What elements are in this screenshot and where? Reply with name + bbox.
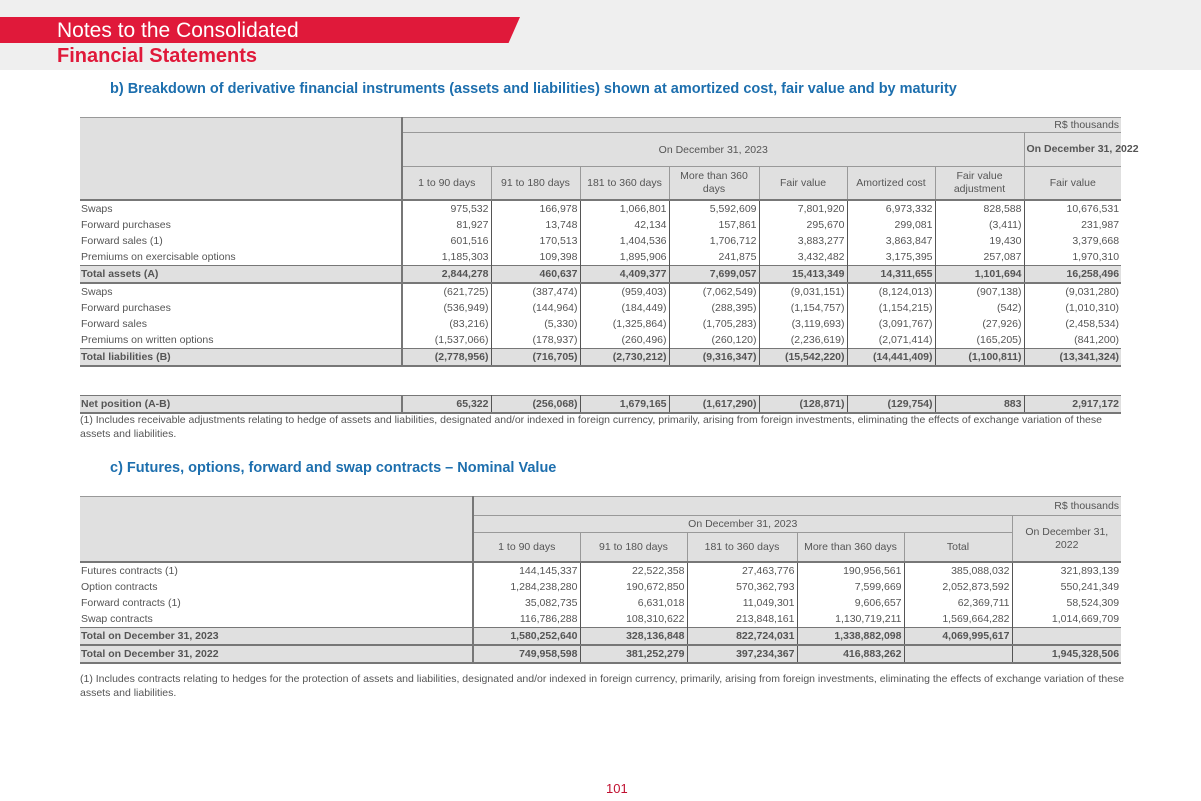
table-cell: (387,474)	[491, 283, 580, 300]
table-cell: 10,676,531	[1066, 203, 1120, 215]
table-cell: 144,145,337	[473, 562, 580, 579]
row-label: Swaps	[80, 200, 402, 217]
col-header: 1 to 90 days	[473, 533, 580, 563]
derivatives-breakdown-table	[80, 117, 1139, 367]
table-cell: 1,066,801	[580, 200, 669, 217]
table-row	[80, 595, 1121, 611]
table-cell: 231,987	[1081, 219, 1120, 231]
table-cell: 3,379,668	[1072, 235, 1120, 247]
table-cell: 570,362,793	[687, 579, 797, 595]
table-cell: (1,154,215)	[847, 300, 935, 316]
col-header: 181 to 360 days	[687, 533, 797, 563]
row-label: Total on December 31, 2022	[80, 645, 473, 663]
unit-label: R$ thousands	[402, 118, 1121, 133]
table-cell: 1,945,328,506	[1012, 645, 1121, 663]
col-header: 181 to 360 days	[580, 167, 669, 201]
table-cell: 11,049,301	[687, 595, 797, 611]
table-cell: 1,679,165	[580, 396, 669, 414]
table-cell: 58,524,309	[1066, 597, 1120, 609]
table-cell: (536,949)	[402, 300, 491, 316]
row-label: Forward sales (1)	[80, 233, 402, 249]
table-cell: 883	[935, 396, 1024, 414]
table-cell: (3,119,693)	[759, 316, 847, 332]
table-cell: 7,801,920	[759, 200, 847, 217]
table-cell: (9,031,151)	[759, 283, 847, 300]
table-cell: 109,398	[491, 249, 580, 266]
table-cell: (144,964)	[491, 300, 580, 316]
table-cell: 3,175,395	[847, 249, 935, 266]
net-position-row	[80, 396, 1121, 414]
table-cell: (165,205)	[935, 332, 1024, 349]
period-header: On December 31, 2023	[402, 133, 1024, 167]
table-cell: (260,496)	[580, 332, 669, 349]
table-cell: 190,956,561	[797, 562, 904, 579]
table-cell: 1,970,310	[1072, 251, 1120, 263]
header-title-line2: Financial Statements	[57, 45, 258, 67]
row-label: Total on December 31, 2023	[80, 628, 473, 646]
table-cell: 157,861	[669, 217, 759, 233]
table-cell: 295,670	[759, 217, 847, 233]
prior-period-header: On December 31, 2022	[1012, 516, 1121, 563]
table-cell: 1,706,712	[669, 233, 759, 249]
table-cell: 1,404,536	[580, 233, 669, 249]
total-row	[80, 349, 1121, 367]
table-cell	[1012, 628, 1121, 646]
table-cell: (621,725)	[402, 283, 491, 300]
table-cell: (178,937)	[491, 332, 580, 349]
table-row	[80, 233, 1121, 249]
table-cell: 6,631,018	[580, 595, 687, 611]
table-cell: 62,369,711	[904, 595, 1012, 611]
table-cell: (128,871)	[759, 396, 847, 414]
table-cell: 15,413,349	[759, 266, 847, 284]
col-header: More than 360 days	[669, 167, 759, 201]
table-row	[80, 316, 1121, 332]
col-header: Total	[904, 533, 1012, 563]
table-row	[80, 579, 1121, 595]
total-row	[80, 645, 1121, 663]
table-cell: (5,330)	[491, 316, 580, 332]
table-cell: (841,200)	[1074, 334, 1120, 346]
table-cell: 7,699,057	[669, 266, 759, 284]
table-cell: 4,069,995,617	[904, 628, 1012, 646]
table-cell: (1,325,864)	[580, 316, 669, 332]
row-label: Total assets (A)	[80, 266, 402, 284]
table-cell: 460,637	[491, 266, 580, 284]
table-cell: 19,430	[935, 233, 1024, 249]
table-cell: 13,748	[491, 217, 580, 233]
table-cell: 1,185,303	[402, 249, 491, 266]
table-cell: (2,730,212)	[580, 349, 669, 367]
table-cell: (256,068)	[491, 396, 580, 414]
table-cell: (1,705,283)	[669, 316, 759, 332]
table-cell: 385,088,032	[904, 562, 1012, 579]
table-cell: (27,926)	[935, 316, 1024, 332]
table-cell: (2,071,414)	[847, 332, 935, 349]
col-header: Amortized cost	[847, 167, 935, 201]
table-cell: 828,588	[935, 200, 1024, 217]
footnote-c: (1) Includes contracts relating to hedges for the protection of assets and liabilities, designated and/or indexed in foreign currency, primarily, arising from foreign investments, eliminating the effects of exchange variation of these assets and liabilities.	[80, 673, 1125, 699]
page-number: 101	[606, 781, 628, 796]
table-cell: 14,311,655	[847, 266, 935, 284]
col-header: 1 to 90 days	[402, 167, 491, 201]
section-c-title: c) Futures, options, forward and swap contracts – Nominal Value	[110, 460, 557, 476]
table-cell: 81,927	[402, 217, 491, 233]
row-label: Option contracts	[80, 579, 473, 595]
table-cell: 65,322	[402, 396, 491, 414]
table-cell: 2,844,278	[402, 266, 491, 284]
table-row	[80, 611, 1121, 628]
table-cell: 42,134	[580, 217, 669, 233]
row-label: Swap contracts	[80, 611, 473, 628]
table-cell: 1,130,719,211	[797, 611, 904, 628]
table-cell: 822,724,031	[687, 628, 797, 646]
unit-label: R$ thousands	[473, 497, 1121, 516]
table-cell: 241,875	[669, 249, 759, 266]
table-cell: 22,522,358	[580, 562, 687, 579]
table-cell: 3,432,482	[759, 249, 847, 266]
table-cell: 1,014,669,709	[1051, 613, 1120, 625]
table-row	[80, 217, 1121, 233]
table-cell: 3,883,277	[759, 233, 847, 249]
table-cell: 9,606,657	[797, 595, 904, 611]
total-row	[80, 266, 1121, 284]
table-cell: 1,284,238,280	[473, 579, 580, 595]
table-cell: (2,236,619)	[759, 332, 847, 349]
table-cell: 2,052,873,592	[904, 579, 1012, 595]
table-cell: 4,409,377	[580, 266, 669, 284]
row-label: Premiums on exercisable options	[80, 249, 402, 266]
table-cell: 2,917,172	[1024, 396, 1121, 414]
row-label: Premiums on written options	[80, 332, 402, 349]
period-header: On December 31, 2023	[473, 516, 1012, 533]
table-cell: (1,154,757)	[759, 300, 847, 316]
col-header: 91 to 180 days	[580, 533, 687, 563]
table-cell: (2,778,956)	[402, 349, 491, 367]
table-cell: 550,241,349	[1060, 581, 1120, 593]
table-cell: 749,958,598	[473, 645, 580, 663]
table-cell: 975,532	[402, 200, 491, 217]
col-header: Fair value	[1024, 167, 1121, 201]
table-cell: 1,580,252,640	[473, 628, 580, 646]
net-position-table	[80, 395, 1121, 414]
table-cell: 321,893,139	[1060, 565, 1120, 577]
col-header: Fair value	[759, 167, 847, 201]
row-label: Total liabilities (B)	[80, 349, 402, 367]
table-row	[80, 562, 1121, 579]
table-cell: (1,010,310)	[1065, 302, 1120, 314]
table-cell: 328,136,848	[580, 628, 687, 646]
table-cell: 1,338,882,098	[797, 628, 904, 646]
nominal-value-table	[80, 496, 1121, 664]
table-cell: 190,672,850	[580, 579, 687, 595]
table-cell: (9,031,280)	[1065, 286, 1120, 298]
prior-period-header: On December 31, 2022	[1024, 133, 1121, 167]
table-cell: (1,537,066)	[402, 332, 491, 349]
table-cell: 397,234,367	[687, 645, 797, 663]
table-cell: 16,258,496	[1024, 266, 1121, 284]
row-label: Swaps	[80, 283, 402, 300]
header-title-line1: Notes to the Consolidated	[57, 19, 299, 42]
table-cell: 170,513	[491, 233, 580, 249]
table-cell: (542)	[935, 300, 1024, 316]
table-cell: 299,081	[847, 217, 935, 233]
row-label: Net position (A-B)	[80, 396, 402, 414]
table-cell: 1,569,664,282	[904, 611, 1012, 628]
table-cell: 1,101,694	[935, 266, 1024, 284]
col-header: Fair value adjustment	[935, 167, 1024, 201]
table-cell: (8,124,013)	[847, 283, 935, 300]
table-row	[80, 332, 1121, 349]
table-cell: 7,599,669	[797, 579, 904, 595]
table-cell: 116,786,288	[473, 611, 580, 628]
table-cell: 108,310,622	[580, 611, 687, 628]
row-label: Forward contracts (1)	[80, 595, 473, 611]
table-row	[80, 300, 1121, 316]
table-cell: (260,120)	[669, 332, 759, 349]
row-label: Futures contracts (1)	[80, 562, 473, 579]
table-cell: (716,705)	[491, 349, 580, 367]
table-cell: 35,082,735	[473, 595, 580, 611]
table-cell: 166,978	[491, 200, 580, 217]
table-cell: (2,458,534)	[1065, 318, 1120, 330]
table-cell: (184,449)	[580, 300, 669, 316]
table-cell: 601,516	[402, 233, 491, 249]
table-cell	[904, 645, 1012, 663]
table-cell: (959,403)	[580, 283, 669, 300]
col-header: More than 360 days	[797, 533, 904, 563]
row-label: Forward purchases	[80, 217, 402, 233]
table-cell: 416,883,262	[797, 645, 904, 663]
table-cell: (1,617,290)	[669, 396, 759, 414]
table-cell: 1,895,906	[580, 249, 669, 266]
table-row	[80, 249, 1121, 266]
row-label: Forward purchases	[80, 300, 402, 316]
table-cell: 381,252,279	[580, 645, 687, 663]
table-cell: 5,592,609	[669, 200, 759, 217]
table-cell: (13,341,324)	[1024, 349, 1121, 367]
table-cell: (14,441,409)	[847, 349, 935, 367]
table-cell: 3,863,847	[847, 233, 935, 249]
table-cell: (288,395)	[669, 300, 759, 316]
table-cell: (129,754)	[847, 396, 935, 414]
row-label: Forward sales	[80, 316, 402, 332]
table-row	[80, 200, 1121, 217]
table-cell: 6,973,332	[847, 200, 935, 217]
section-b-title: b) Breakdown of derivative financial instruments (assets and liabilities) shown at amortized cost, fair value and by maturity	[110, 81, 957, 97]
table-cell: (907,138)	[935, 283, 1024, 300]
table-cell: 257,087	[935, 249, 1024, 266]
col-header: 91 to 180 days	[491, 167, 580, 201]
table-cell: 213,848,161	[687, 611, 797, 628]
table-cell: (15,542,220)	[759, 349, 847, 367]
table-row	[80, 283, 1121, 300]
header-blank	[80, 497, 473, 563]
total-row	[80, 628, 1121, 646]
table-cell: (3,091,767)	[847, 316, 935, 332]
table-cell: (9,316,347)	[669, 349, 759, 367]
footnote-b: (1) Includes receivable adjustments relating to hedge of assets and liabilities, designated and/or indexed in foreign currency, primarily, arising from foreign investments, eliminating the effects of exchange variation of these assets and liabilities.	[80, 414, 1102, 440]
table-cell: (83,216)	[402, 316, 491, 332]
table-cell: 27,463,776	[687, 562, 797, 579]
table-cell: (3,411)	[935, 217, 1024, 233]
table-cell: (1,100,811)	[935, 349, 1024, 367]
header-blank	[80, 118, 402, 201]
table-cell: (7,062,549)	[669, 283, 759, 300]
